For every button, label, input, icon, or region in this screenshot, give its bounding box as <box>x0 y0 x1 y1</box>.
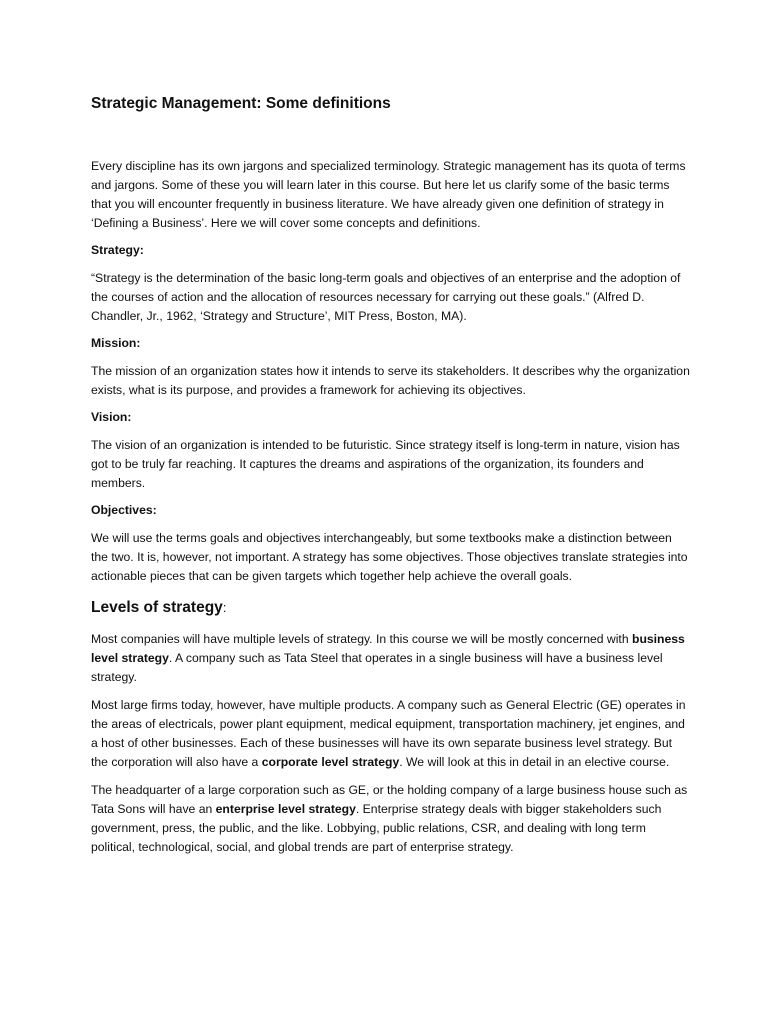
levels-p3-text-a: The headquarter of a large corporation such as GE, or the holding company of a large business house such as Tata Sons will have an <box>91 783 688 816</box>
levels-p2-text-a: Most large firms today, however, have multiple products. A company such as General Electric (GE) operates in the areas of electricals, power plant equipment, medical equipment, transportation machinery, jet engines, and a host of other businesses. Each of these businesses will have its own separate business level strategy. But the corporation will also have a <box>91 698 686 769</box>
enterprise-level-strategy-term: enterprise level strategy <box>215 802 356 816</box>
mission-heading: Mission: <box>91 336 141 350</box>
levels-paragraph-3 <box>91 781 691 857</box>
levels-of-strategy-heading <box>91 598 691 618</box>
corporate-level-strategy-term: corporate level strategy <box>261 755 400 769</box>
intro-paragraph: Every discipline has its own jargons and specialized terminology. Strategic management has its quota of terms and jargons. Some of these you will learn later in this course. But here let us clarify some of the basic terms that you will encounter frequently in business literature. We have already given one definition of strategy in ‘Defining a Business’. Here we will cover some concepts and definitions. <box>91 159 686 230</box>
levels-p1-text-b: . A company such as Tata Steel that operates in a single business will have a business level strategy. <box>91 651 663 684</box>
levels-p3-text-b: . Enterprise strategy deals with bigger stakeholders such government, press, the public, and the like. Lobbying, public relations, CSR, and dealing with long term political, technological, social, and global trends are part of enterprise strategy. <box>91 802 662 854</box>
levels-p1-text-a: Most companies will have multiple levels of strategy. In this course we will be mostly concerned with <box>91 632 632 646</box>
document-title: Strategic Management: Some definitions <box>91 95 391 112</box>
strategy-heading: Strategy: <box>91 243 144 257</box>
objectives-paragraph: We will use the terms goals and objectives interchangeably, but some textbooks make a distinction between the two. It is, however, not important. A strategy has some objectives. Those objectives translate strategies into actionable pieces that can be given targets which together help achieve the overall goals. <box>91 531 688 583</box>
vision-paragraph: The vision of an organization is intended to be futuristic. Since strategy itself is long-term in nature, vision has got to be truly far reaching. It captures the dreams and aspirations of the organization, its founders and members. <box>91 438 680 490</box>
levels-paragraph-1 <box>91 630 691 687</box>
levels-paragraph-2 <box>91 696 691 772</box>
business-level-strategy-term: business level strategy <box>91 632 685 665</box>
strategy-paragraph: “Strategy is the determination of the basic long-term goals and objectives of an enterprise and the adoption of the courses of action and the allocation of resources necessary for carrying out these goals.” (Alfred D. Chandler, Jr., 1962, ‘Strategy and Structure’, MIT Press, Boston, MA). <box>91 271 681 323</box>
objectives-heading: Objectives: <box>91 503 157 517</box>
document-body <box>91 94 691 857</box>
levels-heading-text: Levels of strategy <box>91 599 223 616</box>
levels-p2-text-b: . We will look at this in detail in an elective course. <box>399 755 670 769</box>
vision-heading: Vision: <box>91 410 132 424</box>
mission-paragraph: The mission of an organization states how it intends to serve its stakeholders. It describes why the organization exists, what is its purpose, and provides a framework for achieving its objectives. <box>91 364 690 397</box>
levels-heading-colon: : <box>222 601 227 615</box>
